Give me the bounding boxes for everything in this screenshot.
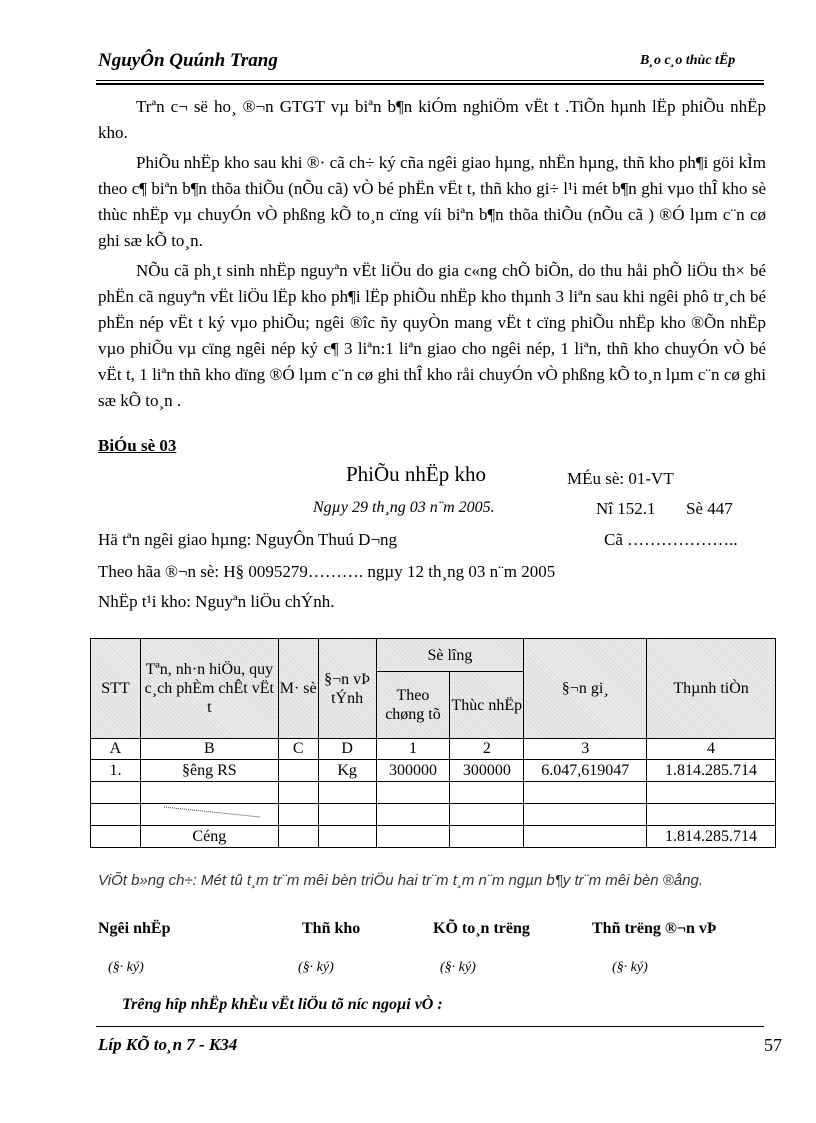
row-amount: 1.814.285.714 [647,760,776,782]
header-rule [96,80,764,81]
row-code [278,760,318,782]
table-row [91,760,776,782]
letter-cell: 3 [524,739,647,760]
footer-class: Líp KÕ to¸n 7 - K34 [98,1035,238,1054]
signed-mark: (§· ký) [612,960,648,975]
signature-chief-accountant: KÕ to¸n trëng [433,920,530,937]
warehouse-line: NhËp t¹i kho: Nguyªn liÖu chÝnh. [98,592,335,611]
signed-mark: (§· ký) [108,960,144,975]
deliverer-line: Hä tªn ngêi giao hµng: NguyÔn Thuú D¬ng [98,530,398,549]
page-number: 57 [764,1035,782,1055]
header-unit: §¬n vÞ tÝnh [318,639,376,739]
row-qty-actual: 300000 [450,760,524,782]
header-qty-doc: Theo chøng tõ [376,672,450,739]
closing-heading: Trêng hîp nhËp khÈu vËt liÖu tõ níc ngoµi vÒ : [122,996,443,1013]
form-code: MÉu sè: 01-VT [567,469,674,488]
signature-storekeeper: Thñ kho [302,920,361,937]
letter-cell: B [140,739,278,760]
debit-account: Nî 152.1 [596,499,656,518]
dotted-strike-line [154,805,264,819]
total-amount: 1.814.285.714 [647,826,776,848]
row-qty-doc: 300000 [376,760,450,782]
letter-cell: 2 [450,739,524,760]
header-stt: STT [91,639,141,739]
signed-mark: (§· ký) [440,960,476,975]
form-label: BiÓu sè 03 [98,436,177,455]
letter-row [91,739,776,760]
header-rule-thick [96,83,764,85]
paragraph-1: Trªn c¬ së ho¸ ®¬n GTGT vµ biªn b¶n kiÓm nghiÖm vËt t .TiÕn hµnh lËp phiÕu nhËp kho. [98,97,766,142]
signature-director: Thñ trëng ®¬n vÞ [592,920,717,937]
amount-in-words: ViÕt b»ng ch÷: Mét tû t¸m tr¨m mêi bèn triÖu hai tr¨m t¸m n¨m ngµn b¶y tr¨m mêi bèn ®ång. [98,872,704,889]
letter-cell: D [318,739,376,760]
header-qty-actual: Thùc nhËp [450,672,524,739]
form-number: Sè 447 [686,499,733,518]
signature-receiver: Ngêi nhËp [98,920,171,937]
row-unit: Kg [318,760,376,782]
header-qty: Sè lîng [376,639,524,672]
row-stt: 1. [91,760,141,782]
credit-account: Cã ……………….. [604,530,738,549]
form-title: PhiÕu nhËp kho [346,462,487,486]
signed-mark: (§· ký) [298,960,334,975]
paragraph-3: NÕu cã ph¸t sinh nhËp nguyªn vËt liÖu do gia c«ng chÕ biÕn, do thu håi phÕ liÖu th× bé phËn cã nguyªn vËt liÖu lËp kho ph¶i lËp phiÕu nhËp kho thµnh 3 liªn sau khi ngêi phô tr¸ch bé phËn nép vËt t ký vµo phiÕu; ngêi ®îc ñy quyÒn mang vËt t cïng phiÕu nhËp kho ®Õn nhËp vµo phiÕu vµ cïng ngêi nép ký c¶ 3 liªn:1 liªn giao cho ngêi nép, 1 liªn, thñ kho chuyÓn vÒ bé vËt t, 1 liªn thñ kho dïng ®Ó lµm c¨n cø ghi thÎ kho råi chuyÓn vÒ phßng kÕ to¸n lµm c¨n cø ghi sæ kÕ to¸n . [98,261,766,410]
paragraph-2: PhiÕu nhËp kho sau khi ®· cã ch÷ ký cña ngêi giao hµng, nhËn hµng, thñ kho ph¶i göi kÌm theo c¶ biªn b¶n thõa thiÕu (nÕu cã) vÒ bé phËn vËt t, thñ kho gi÷ l¹i mét b¶n ghi vµo thÎ kho sè thùc nhËp vµ chuyÓn vÒ phßng kÕ to¸n cïng víi biªn b¶n thõa thiÕu (nÕu cã ) ®Ó lµm c¨n cø ghi sæ kÕ to¸n. [98,153,766,250]
form-date: Ngµy 29 th¸ng 03 n¨m 2005. [313,499,495,516]
row-name: §êng RS [140,760,278,782]
empty-row [91,782,776,804]
receipt-table [90,638,776,848]
empty-row [91,804,776,826]
letter-cell: 4 [647,739,776,760]
header-amount: Thµnh tiÒn [647,639,776,739]
total-row [91,826,776,848]
footer-rule [96,1026,764,1027]
strike-line-cell [140,804,278,826]
letter-cell: C [278,739,318,760]
header-code: M· sè [278,639,318,739]
row-price: 6.047,619047 [524,760,647,782]
letter-cell: 1 [376,739,450,760]
header-price: §¬n gi¸ [524,639,647,739]
section-title: B¸o c¸o thùc tËp [640,53,736,68]
invoice-line: Theo hãa ®¬n sè: H§ 0095279………. ngµy 12 th¸ng 03 n¨m 2005 [98,562,556,581]
author-name: NguyÔn Quúnh Trang [98,50,278,71]
letter-cell: A [91,739,141,760]
total-label: Céng [140,826,278,848]
header-name: Tªn, nh·n hiÖu, quy c¸ch phÈm chÊt vËt t [140,639,278,739]
